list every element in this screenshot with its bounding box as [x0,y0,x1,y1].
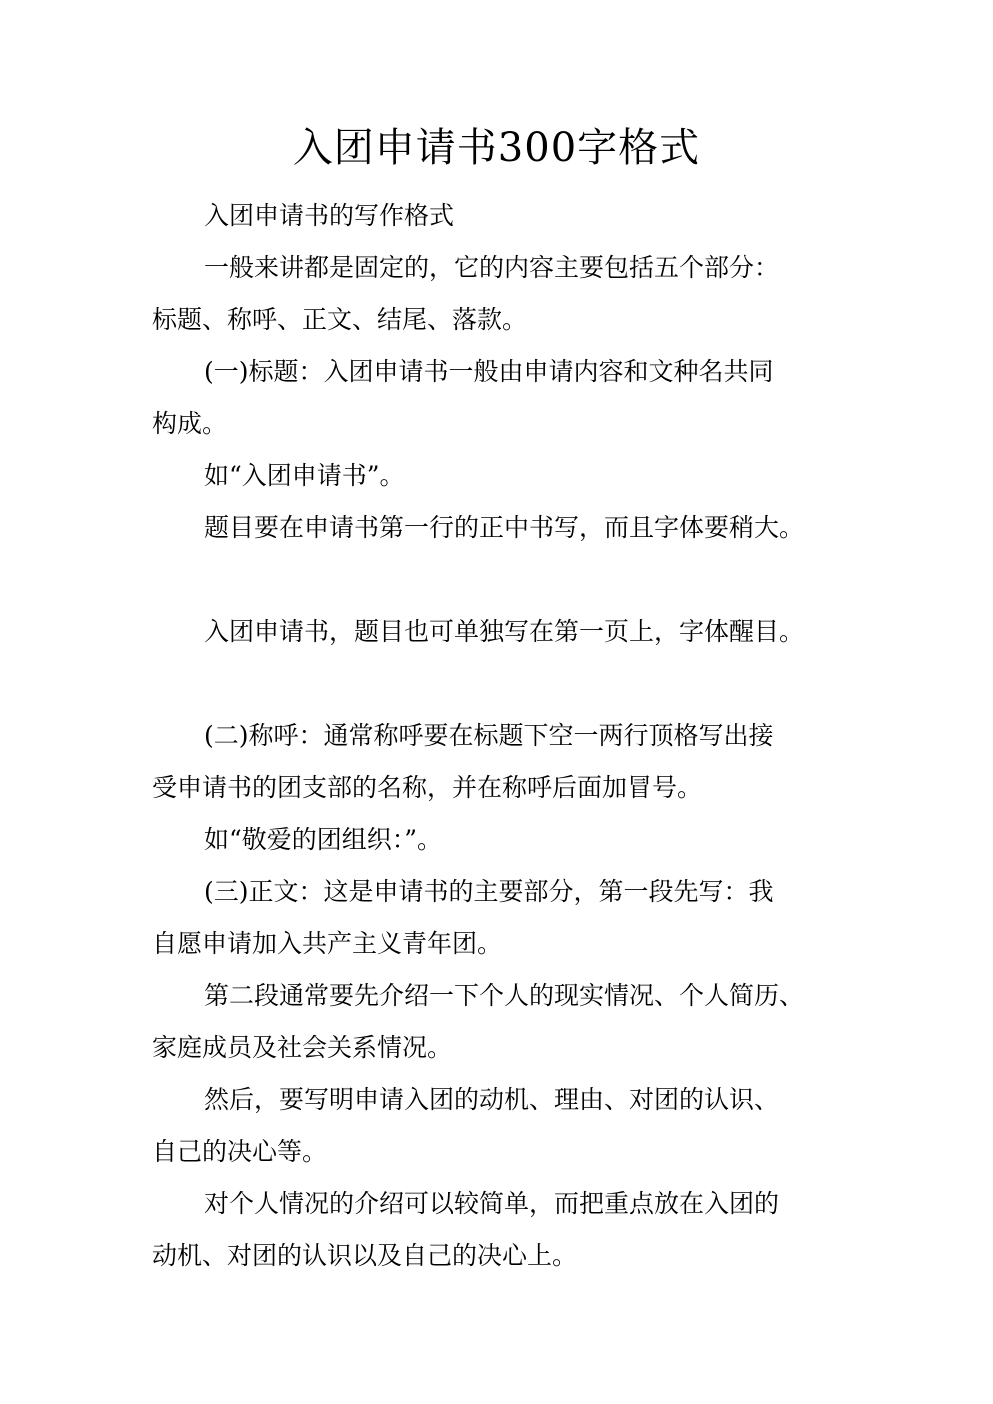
paragraph-line: (三)正文：这是申请书的主要部分，第一段先写：我 [204,877,774,906]
paragraph-line: 构成。 [152,409,228,438]
paragraph-body-section [152,866,842,970]
paragraph-line: 动机、对团的认识以及自己的决心上。 [152,1241,578,1270]
document-title: 入团申请书300字格式 [292,125,701,171]
document-body [152,190,842,1282]
paragraph-line: 入团申请书，题目也可单独写在第一页上，字体醒目。 [204,617,805,646]
paragraph-line: 题目要在申请书第一行的正中书写，而且字体要稍大。 [204,513,805,542]
paragraph-line: (二)称呼：通常称呼要在标题下空一两行顶格写出接 [204,721,774,750]
paragraph-title-section [152,346,842,450]
paragraph-title-page [152,606,842,658]
paragraph-line: (一)标题：入团申请书一般由申请内容和文种名共同 [204,357,774,386]
paragraph-line: 如“入团申请书”。 [204,461,405,490]
paragraph-line: 自己的决心等。 [152,1137,328,1166]
paragraph-line: 一般来讲都是固定的，它的内容主要包括五个部分： [204,253,780,282]
paragraph-line: 第二段通常要先介绍一下个人的现实情况、个人简历、 [204,981,805,1010]
blank-line [152,554,842,606]
paragraph-title-example [152,450,842,502]
paragraph-line: 受申请书的团支部的名称，并在称呼后面加冒号。 [152,773,703,802]
paragraph-line: 自愿申请加入共产主义青年团。 [152,929,503,958]
paragraph-line: 对个人情况的介绍可以较简单，而把重点放在入团的 [204,1189,780,1218]
paragraph-motivation [152,1074,842,1178]
paragraph-salutation-example [152,814,842,866]
paragraph-line: 入团申请书的写作格式 [204,201,455,230]
paragraph-second-section [152,970,842,1074]
paragraph-overview [152,242,842,346]
paragraph-line: 然后，要写明申请入团的动机、理由、对团的认识、 [204,1085,780,1114]
paragraph-focus [152,1178,842,1282]
paragraph-line: 如“敬爱的团组织：”。 [204,825,443,854]
paragraph-line: 标题、称呼、正文、结尾、落款。 [152,305,528,334]
blank-line [152,658,842,710]
paragraph-title-placement [152,502,842,554]
paragraph-intro [152,190,842,242]
paragraph-line: 家庭成员及社会关系情况。 [152,1033,453,1062]
paragraph-salutation-section [152,710,842,814]
